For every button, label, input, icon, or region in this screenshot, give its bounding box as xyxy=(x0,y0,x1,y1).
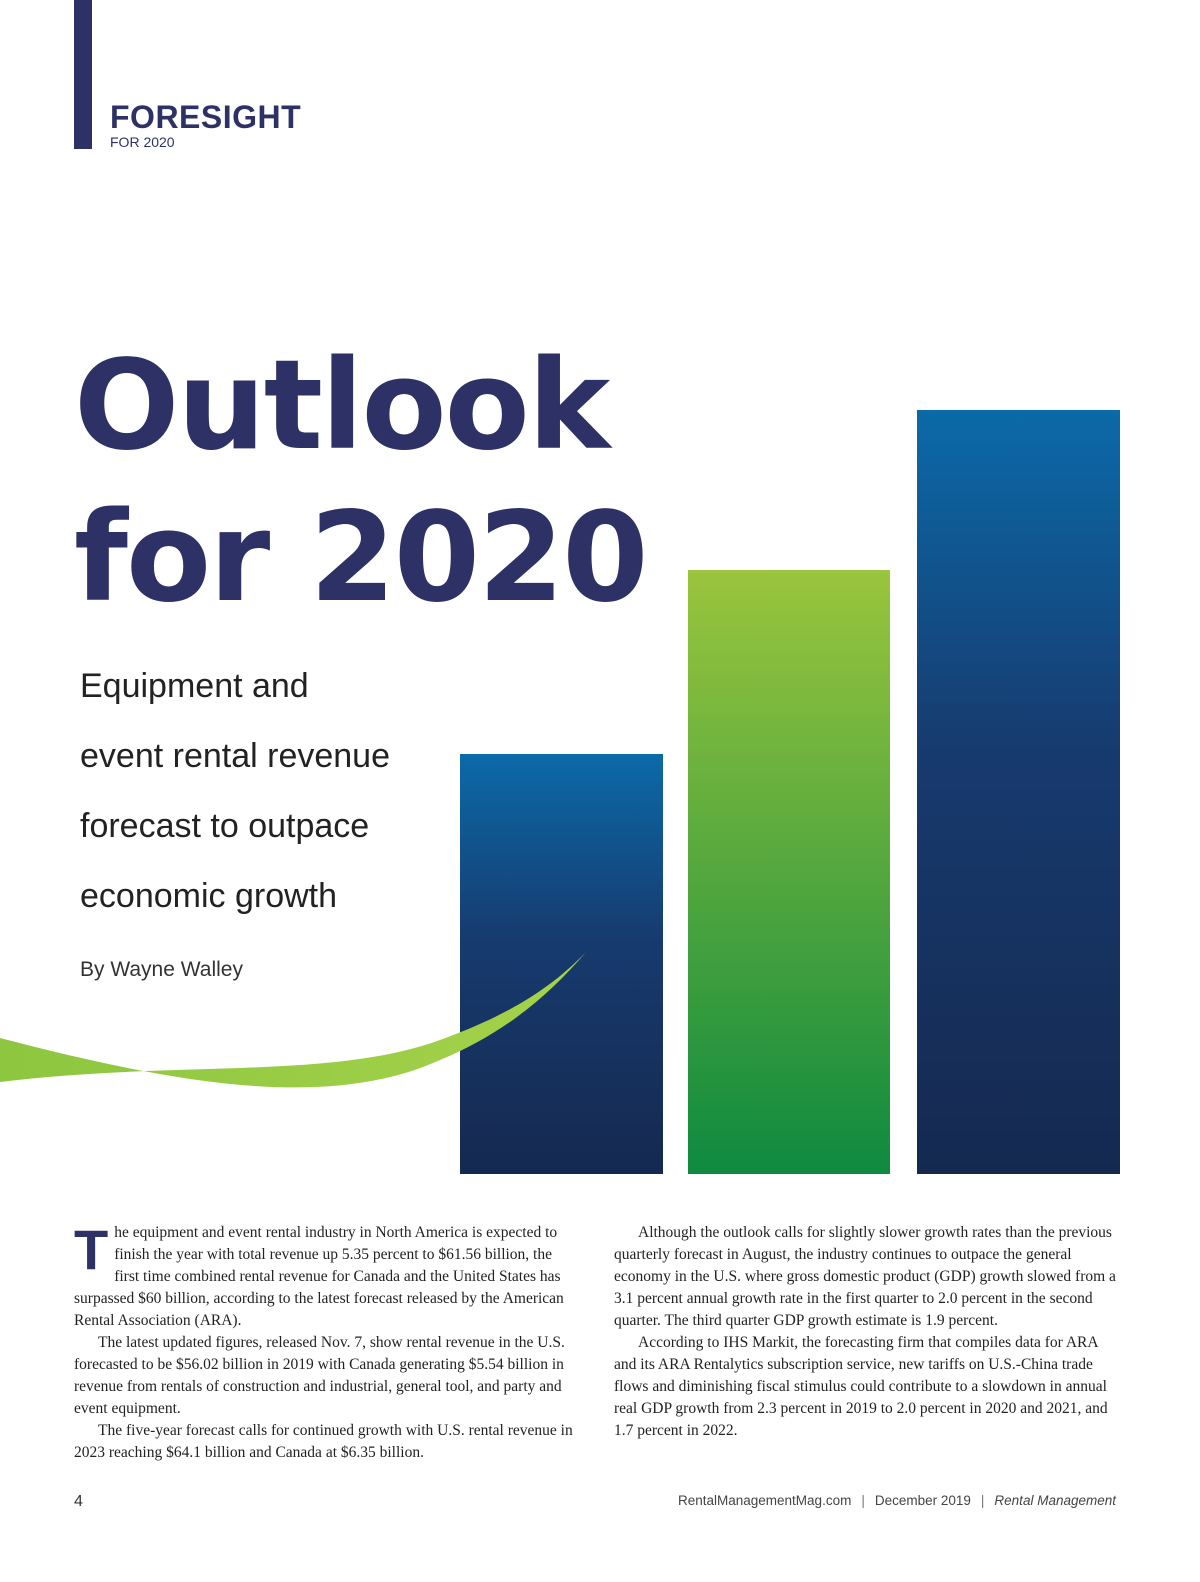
deck-line: forecast to outpace xyxy=(80,807,370,845)
section-title: FORESIGHT xyxy=(110,99,302,135)
paragraph: According to IHS Markit, the forecasting firm that compiles data for ARA and its ARA Rentalytics subscription service, new tariffs on U.S.-China trade flows and diminishing fiscal stimulus could contribute to a slowdown in annual real GDP growth from 2.3 percent in 2019 to 2.0 percent in 2020 and 2021, and 1.7 percent in 2022. xyxy=(614,1334,1108,1439)
paragraph: The latest updated figures, released Nov. 7, show rental revenue in the U.S. forecasted to be $56.02 billion in 2019 with Canada generating $5.54 billion in revenue from rentals of construction and industrial, general tool, and party and event equipment. xyxy=(74,1334,565,1417)
footer-magazine: Rental Management xyxy=(994,1493,1116,1508)
deck-line: economic growth xyxy=(80,877,338,915)
paragraph: The five-year forecast calls for continued growth with U.S. rental revenue in 2023 reaching $64.1 billion and Canada at $6.35 billion. xyxy=(74,1422,573,1461)
article-column-right xyxy=(614,1222,1120,1442)
headline xyxy=(74,330,647,634)
deck-line: Equipment and xyxy=(80,667,309,705)
page-number: 4 xyxy=(74,1493,83,1510)
byline: By Wayne Walley xyxy=(80,958,243,981)
bar-1 xyxy=(460,754,663,1174)
footer-separator: | xyxy=(861,1493,865,1508)
footer-site: RentalManagementMag.com xyxy=(677,1493,852,1508)
article-column-left xyxy=(74,1218,574,1464)
footer-date: December 2019 xyxy=(874,1493,971,1508)
bar-3 xyxy=(917,410,1120,1174)
section-subtitle: FOR 2020 xyxy=(110,134,175,150)
footer-separator: | xyxy=(980,1493,985,1508)
drop-cap: T xyxy=(74,1218,109,1281)
headline-line-2: for 2020 xyxy=(74,486,647,630)
deck xyxy=(80,651,460,931)
paragraph: he equipment and event rental industry in North America is expected to finish the year with total revenue up 5.35 percent to $61.56 billion, the first time combined rental revenue for Canada and the United States has surpassed $60 billion, according to the latest forecast released by the American Rental Association (ARA). xyxy=(74,1224,564,1329)
headline-line-1: Outlook xyxy=(74,334,609,478)
running-footer xyxy=(678,1493,1116,1508)
paragraph: Although the outlook calls for slightly slower growth rates than the previous quarterly forecast in August, the industry continues to outpace the general economy in the U.S. where gross domestic product (GDP) growth slowed from a 3.1 percent annual growth rate in the first quarter to 2.0 percent in the second quarter. The third quarter GDP growth estimate is 1.9 percent. xyxy=(614,1224,1116,1329)
bar-2 xyxy=(688,570,890,1174)
deck-line: event rental revenue xyxy=(80,737,390,775)
